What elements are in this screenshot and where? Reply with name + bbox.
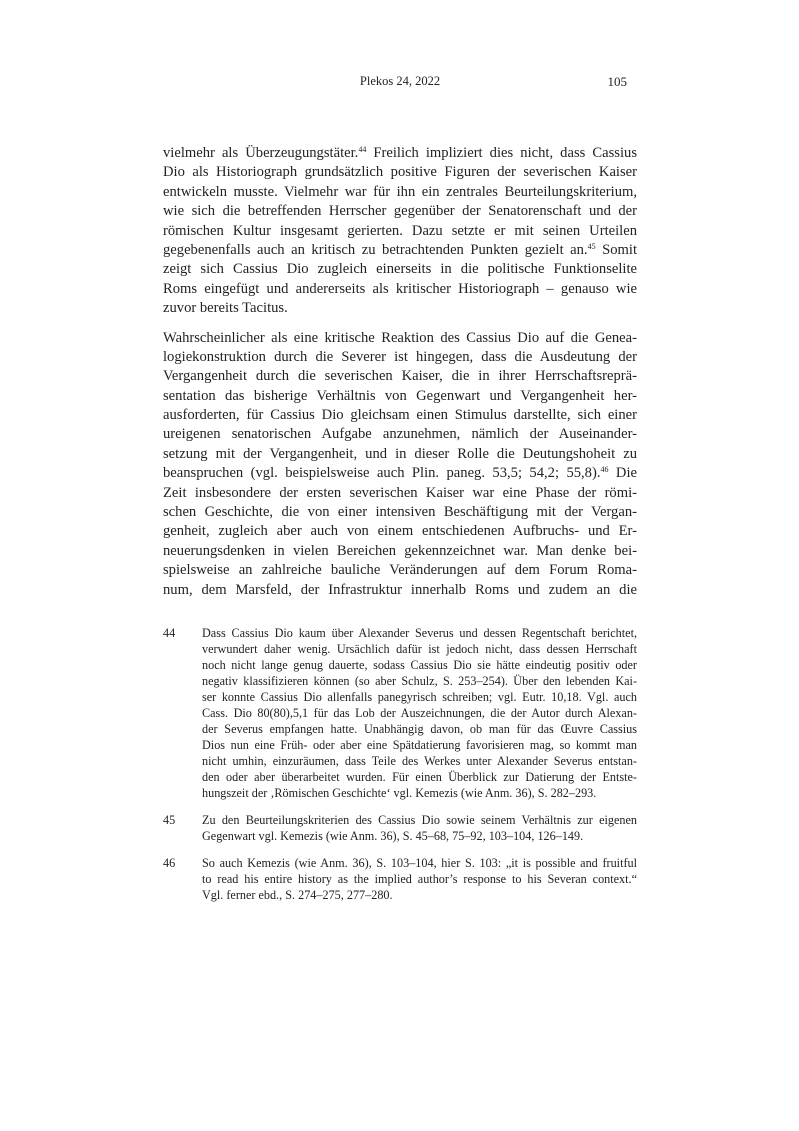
footnotes — [163, 625, 637, 914]
text-line — [163, 522, 637, 541]
footnote-text — [202, 855, 637, 903]
text-line — [202, 753, 637, 769]
text-line — [163, 464, 637, 483]
text-line — [202, 737, 637, 753]
line-text: So auch Kemezis (wie Anm. 36), S. 103–104, hier S. 103: „it is possible and fruitful — [202, 856, 637, 870]
line-text: gegebenenfalls auch an kritisch zu betrachtenden Punkten gezielt an. — [163, 241, 588, 258]
text-line — [163, 581, 637, 600]
line-text: den oder aber überarbeitet wurden. Für einen Überblick zur Datierung der Entste- — [202, 770, 637, 784]
text-line — [163, 144, 637, 163]
text-line — [163, 329, 637, 348]
footnote — [163, 855, 637, 903]
line-text: Wahrscheinlicher als eine kritische Reaktion des Cassius Dio auf die Genea- — [163, 329, 637, 346]
line-text: schen Geschichte, die von einer intensiven Beschäftigung mit der Vergan- — [163, 504, 637, 521]
text-line — [202, 721, 637, 737]
text-line — [163, 503, 637, 522]
line-text: vielmehr als Überzeugungstäter. — [163, 145, 359, 161]
footnote-number: 44 — [163, 626, 176, 640]
line-text: ser konnte Cassius Dio allenfalls panegyrisch schreiben; vgl. Eutr. 10,18. Vgl. auch — [202, 690, 637, 704]
footnote-number: 45 — [163, 813, 176, 827]
line-text: hungszeit der ‚Römischen Geschichte‘ vgl. Kemezis (wie Anm. 36), S. 282–293. — [202, 786, 597, 800]
line-text: nicht umhin, einzuräumen, dass Teile des Werkes unter Alexander Severus entstan- — [202, 754, 637, 768]
text-line — [163, 484, 637, 503]
text-line — [202, 673, 637, 689]
text-line — [163, 163, 637, 182]
line-text: Zeit insbesondere der ersten severischen Kaiser war eine Phase der römi- — [163, 484, 637, 501]
line-text: setzung mit der Vergangenheit, und in dieser Rolle die Deutungshoheit zu — [163, 445, 637, 462]
text-line — [163, 348, 637, 367]
line-text: to read his entire history as the implied author’s response to his Severan context.“ — [202, 872, 637, 886]
text-line — [163, 183, 637, 202]
footnote-reference: 45 — [587, 241, 596, 251]
line-text: der Severus empfangen hatte. Unabhängig davon, ob man für das Œuvre Cassius — [202, 722, 637, 736]
line-text: num, dem Marsfeld, der Infrastruktur innerhalb Roms und zudem an die — [163, 581, 637, 598]
running-title: Plekos 24, 2022 — [359, 74, 441, 88]
text-line — [163, 222, 637, 241]
line-text: Vgl. ferner ebd., S. 274–275, 277–280. — [202, 888, 393, 902]
line-text: Dio als Historiograph grundsätzlich positive Figuren der severischen Kaiser — [163, 164, 637, 181]
line-text: genheit, zugleich aber auch von einem entschiedenen Aufbruchs- und Er- — [163, 523, 637, 540]
text-line — [202, 871, 637, 887]
text-line — [163, 241, 637, 260]
text-line — [202, 641, 637, 657]
line-text: noch nicht lange genug dauerte, sodass Cassius Dio sie hätte eindeutig positiv oder — [202, 658, 637, 672]
paragraph — [163, 329, 637, 600]
line-text: zuvor bereits Tacitus. — [163, 300, 288, 317]
text-line — [163, 280, 637, 299]
line-text: wie sich die betreffenden Herrscher gegenüber der Senatorenschaft und der — [163, 203, 637, 220]
line-text: römischen Kultur insgesamt gerierten. Dazu setzte er mit seinen Urteilen — [163, 222, 637, 239]
text-line — [202, 657, 637, 673]
main-text — [163, 144, 637, 610]
footnote-reference: 44 — [358, 145, 367, 154]
text-line — [163, 542, 637, 561]
line-text: Cass. Dio 80(80),5,1 für das Lob der Auszeichnungen, die der Autor durch Alexan- — [202, 706, 637, 720]
line-text: Die — [608, 465, 637, 482]
text-line — [163, 367, 637, 386]
line-text: neuerungsdenken in vielen Bereichen gekennzeichnet war. Man denke bei- — [163, 542, 637, 559]
text-line — [202, 705, 637, 721]
line-text: logiekonstruktion durch die Severer ist hingegen, dass die Ausdeutung der — [163, 348, 637, 365]
line-text: beanspruchen (vgl. beispielsweise auch Plin. paneg. 53,5; 54,2; 55,8). — [163, 465, 601, 482]
footnote-text — [202, 625, 637, 801]
text-line — [163, 387, 637, 406]
line-text: negativ klassifizieren können (so aber Schulz, S. 253–254). Über den lebenden Kai- — [202, 674, 637, 688]
text-line — [163, 299, 637, 318]
text-line — [202, 625, 637, 641]
line-text: Freilich impliziert dies nicht, dass Cassius — [366, 145, 638, 161]
footnote-reference: 46 — [600, 465, 609, 475]
line-text: spielsweise an zahlreiche bauliche Veränderungen auf dem Forum Roma- — [163, 562, 637, 579]
text-line — [163, 260, 637, 279]
page-number: 105 — [607, 74, 627, 89]
footnote-text — [202, 812, 637, 844]
paragraph — [163, 144, 637, 319]
line-text: verwundert daher wenig. Ursächlich dafür ist jedoch nicht, dass dessen Herrschaft — [202, 642, 637, 656]
line-text: zeigt sich Cassius Dio zugleich einerseits in die politische Funktionselite — [163, 261, 637, 278]
footnote — [163, 625, 637, 801]
line-text: Gegenwart vgl. Kemezis (wie Anm. 36), S. 45–68, 75–92, 103–104, 126–149. — [202, 829, 584, 843]
text-line — [202, 812, 637, 828]
line-text: entwickeln musste. Vielmehr war für ihn ein zentrales Beurteilungskriterium, — [163, 183, 637, 200]
text-line — [202, 887, 637, 903]
line-text: Dass Cassius Dio kaum über Alexander Severus und dessen Regentschaft berichtet, — [202, 626, 637, 640]
text-line — [163, 561, 637, 580]
line-text: Dios nun eine Früh- oder aber eine Spätdatierung favorisieren mag, so kommt man — [202, 738, 637, 752]
line-text: Vergangenheit durch die severischen Kaiser, die in ihrer Herrschaftsreprä- — [163, 368, 637, 385]
text-line — [202, 828, 637, 844]
footnote — [163, 812, 637, 844]
line-text: ureigenen senatorischen Aufgabe anzunehmen, nämlich der Auseinander- — [163, 426, 637, 443]
text-line — [163, 202, 637, 221]
text-line — [202, 769, 637, 785]
text-line — [202, 785, 637, 801]
text-line — [202, 689, 637, 705]
page-header — [163, 74, 637, 94]
text-line — [202, 855, 637, 871]
footnote-number: 46 — [163, 856, 176, 870]
line-text: Somit — [595, 241, 637, 258]
line-text: Zu den Beurteilungskriterien des Cassius Dio sowie seinem Verhältnis zur eigenen — [202, 813, 637, 827]
text-line — [163, 445, 637, 464]
text-line — [163, 406, 637, 425]
line-text: ausforderten, für Cassius Dio gleichsam einen Stimulus darstellte, sich einer — [163, 407, 637, 424]
line-text: Roms eingefügt und andererseits als kritischer Historiograph – genauso wie — [163, 280, 637, 297]
line-text: sentation das bisherige Verhältnis von Gegenwart und Vergangenheit her- — [163, 387, 637, 404]
text-line — [163, 425, 637, 444]
